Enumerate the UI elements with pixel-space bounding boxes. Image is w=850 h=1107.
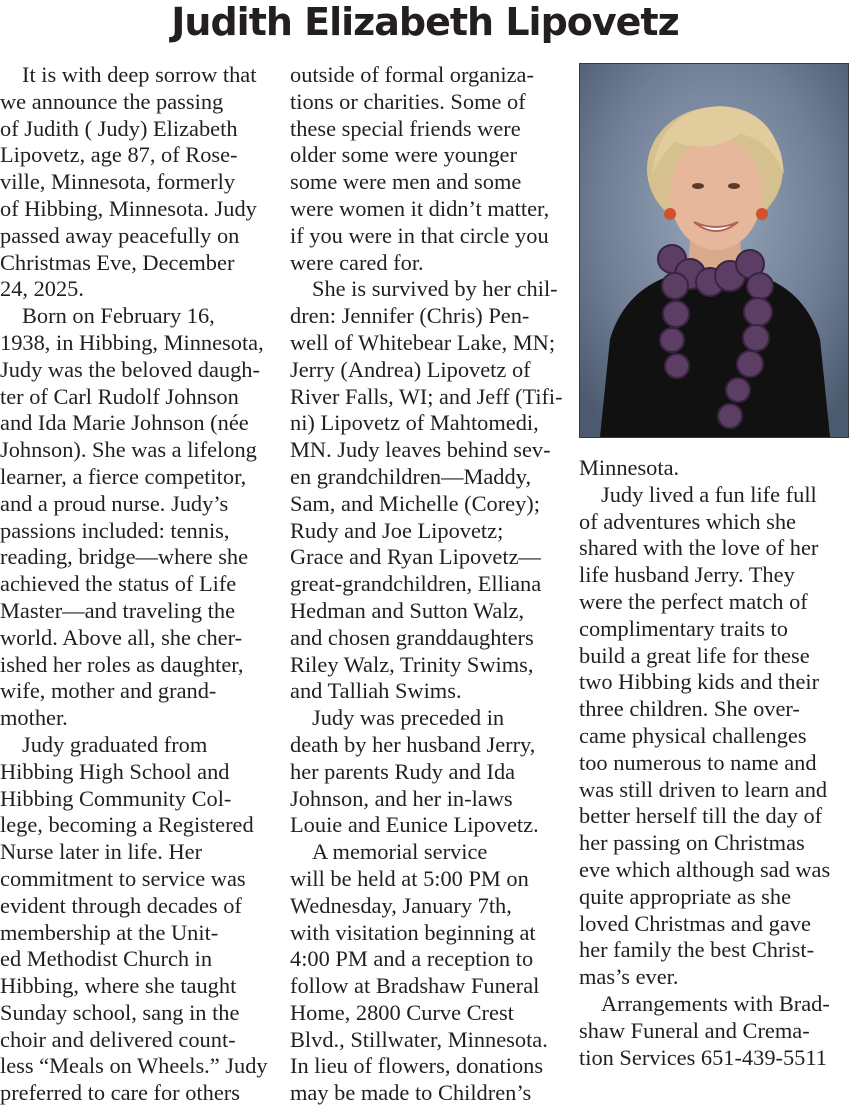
text-line: ed Methodist Church in xyxy=(0,946,213,972)
text-line: shaw Funeral and Crema- xyxy=(579,1017,810,1043)
text-line: Nurse later in life. Her xyxy=(0,839,203,865)
text-line: build a great life for these xyxy=(579,642,810,668)
text-line: and Talliah Swims. xyxy=(290,678,462,704)
text-line: some were men and some xyxy=(290,169,522,195)
text-line: follow at Bradshaw Funeral xyxy=(290,973,540,999)
text-line: Minnesota. xyxy=(579,455,680,480)
text-line: will be held at 5:00 PM on xyxy=(290,865,529,891)
text-line: Wednesday, January 7th, xyxy=(290,892,512,918)
text-line: with visitation beginning at xyxy=(290,919,536,945)
text-line: better herself till the day of xyxy=(579,803,823,829)
text-line: eve which although sad was xyxy=(579,856,831,882)
text-line: Hedman and Sutton Walz, xyxy=(290,597,525,623)
text-line: tions or charities. Some of xyxy=(290,88,526,114)
text-line: Rudy and Joe Lipovetz; xyxy=(290,517,504,543)
text-line: three children. She over- xyxy=(579,696,800,722)
portrait-illustration xyxy=(580,64,848,437)
text-line: Johnson, and her in-laws xyxy=(290,785,513,811)
text-line: Johnson). She was a lifelong xyxy=(0,437,257,463)
text-line: life husband Jerry. They xyxy=(579,562,795,588)
text-line: of adventures which she xyxy=(579,508,796,534)
text-line: we announce the passing xyxy=(0,88,224,114)
text-line: Blvd., Stillwater, Minnesota. xyxy=(290,1026,548,1052)
text-line: Sunday school, sang in the xyxy=(0,999,240,1025)
text-line: Judy was the beloved daugh- xyxy=(0,356,260,382)
text-line: shared with the love of her xyxy=(579,535,819,561)
text-line: her passing on Christmas xyxy=(579,830,805,856)
text-line: Judy lived a fun life full xyxy=(601,481,817,507)
text-line: learner, a fierce competitor, xyxy=(0,463,247,489)
text-line: too numerous to name and xyxy=(579,749,817,775)
text-line: preferred to care for others xyxy=(0,1080,240,1106)
text-line: lege, becoming a Registered xyxy=(0,812,254,838)
text-line: these special friends were xyxy=(290,115,521,141)
text-line: passed away peacefully on xyxy=(0,222,240,248)
text-line: Home, 2800 Curve Crest xyxy=(290,999,514,1025)
text-line: achieved the status of Life xyxy=(0,571,237,597)
text-line: Arrangements with Brad- xyxy=(601,990,830,1016)
text-line: passions included: tennis, xyxy=(0,517,230,543)
text-line: Born on February 16, xyxy=(22,303,215,329)
text-line: Hibbing, where she taught xyxy=(0,973,237,999)
text-line: A memorial service xyxy=(312,839,488,865)
text-line: Grace and Ryan Lipovetz— xyxy=(290,544,541,570)
text-line: her family the best Christ- xyxy=(579,937,815,963)
text-line: mas’s ever. xyxy=(579,964,679,990)
text-line: were women it didn’t matter, xyxy=(290,195,550,221)
text-line: outside of formal organiza- xyxy=(290,62,534,87)
text-line: en grandchildren—Maddy, xyxy=(290,463,532,489)
text-line: came physical challenges xyxy=(579,722,807,748)
text-line: her parents Rudy and Ida xyxy=(290,758,516,784)
text-line: 4:00 PM and a reception to xyxy=(290,946,534,972)
text-line: Christmas Eve, December xyxy=(0,249,235,275)
obituary-column-1 xyxy=(0,62,272,1107)
text-line: Hibbing Community Col- xyxy=(0,785,232,811)
text-line: loved Christmas and gave xyxy=(579,910,811,936)
text-line: and chosen granddaughters xyxy=(290,624,534,650)
text-line: of Judith ( Judy) Elizabeth xyxy=(0,115,238,141)
text-line: quite appropriate as she xyxy=(579,883,792,909)
text-line: of Hibbing, Minnesota. Judy xyxy=(0,195,257,221)
text-line: older some were younger xyxy=(290,142,517,168)
text-line: River Falls, WI; and Jeff (Tifi- xyxy=(290,383,563,409)
text-line: Louie and Eunice Lipovetz. xyxy=(290,812,539,838)
text-line: may be made to Children’s xyxy=(290,1080,532,1106)
obituary-column-3 xyxy=(579,455,844,1071)
text-line: She is survived by her chil- xyxy=(312,276,558,302)
text-line: reading, bridge—where she xyxy=(0,544,249,570)
text-line: It is with deep sorrow that xyxy=(22,62,257,87)
text-line: evident through decades of xyxy=(0,892,242,918)
text-line: were the perfect match of xyxy=(579,588,808,614)
text-line: two Hibbing kids and their xyxy=(579,669,820,695)
portrait-photo xyxy=(579,63,849,438)
text-line: Master—and traveling the xyxy=(0,597,236,623)
text-line: Lipovetz, age 87, of Rose- xyxy=(0,142,238,168)
text-line: ished her roles as daughter, xyxy=(0,651,244,677)
text-line: wife, mother and grand- xyxy=(0,678,217,704)
text-line: 24, 2025. xyxy=(0,276,84,302)
text-line: ni) Lipovetz of Mahtomedi, xyxy=(290,410,539,436)
text-line: were cared for. xyxy=(290,249,424,275)
text-line: MN. Judy leaves behind sev- xyxy=(290,437,551,463)
text-line: complimentary traits to xyxy=(579,615,788,641)
text-line: 1938, in Hibbing, Minnesota, xyxy=(0,329,264,355)
text-line: and Ida Marie Johnson (née xyxy=(0,410,249,436)
text-line: membership at the Unit- xyxy=(0,919,219,945)
text-line: ville, Minnesota, formerly xyxy=(0,169,236,195)
text-line: great-grandchildren, Elliana xyxy=(290,571,542,597)
text-line: dren: Jennifer (Chris) Pen- xyxy=(290,303,530,329)
obituary-title: Judith Elizabeth Lipovetz xyxy=(171,0,679,44)
text-line: less “Meals on Wheels.” Judy xyxy=(0,1053,268,1079)
obituary-column-2 xyxy=(290,62,562,1107)
text-line: choir and delivered count- xyxy=(0,1026,236,1052)
text-line: and a proud nurse. Judy’s xyxy=(0,490,229,516)
text-line: commitment to service was xyxy=(0,865,246,891)
text-line: well of Whitebear Lake, MN; xyxy=(290,329,556,355)
text-line: In lieu of flowers, donations xyxy=(290,1053,544,1079)
text-line: if you were in that circle you xyxy=(290,222,549,248)
text-line: Sam, and Michelle (Corey); xyxy=(290,490,540,516)
text-line: Judy was preceded in xyxy=(312,705,505,731)
text-line: Jerry (Andrea) Lipovetz of xyxy=(290,356,531,382)
text-line: was still driven to learn and xyxy=(579,776,828,802)
text-line: Hibbing High School and xyxy=(0,758,230,784)
text-line: Riley Walz, Trinity Swims, xyxy=(290,651,534,677)
text-line: tion Services 651-439-5511 xyxy=(579,1044,827,1070)
text-line: Judy graduated from xyxy=(22,731,208,757)
text-line: world. Above all, she cher- xyxy=(0,624,243,650)
text-line: mother. xyxy=(0,705,68,731)
text-line: ter of Carl Rudolf Johnson xyxy=(0,383,239,409)
text-line: death by her husband Jerry, xyxy=(290,731,536,757)
